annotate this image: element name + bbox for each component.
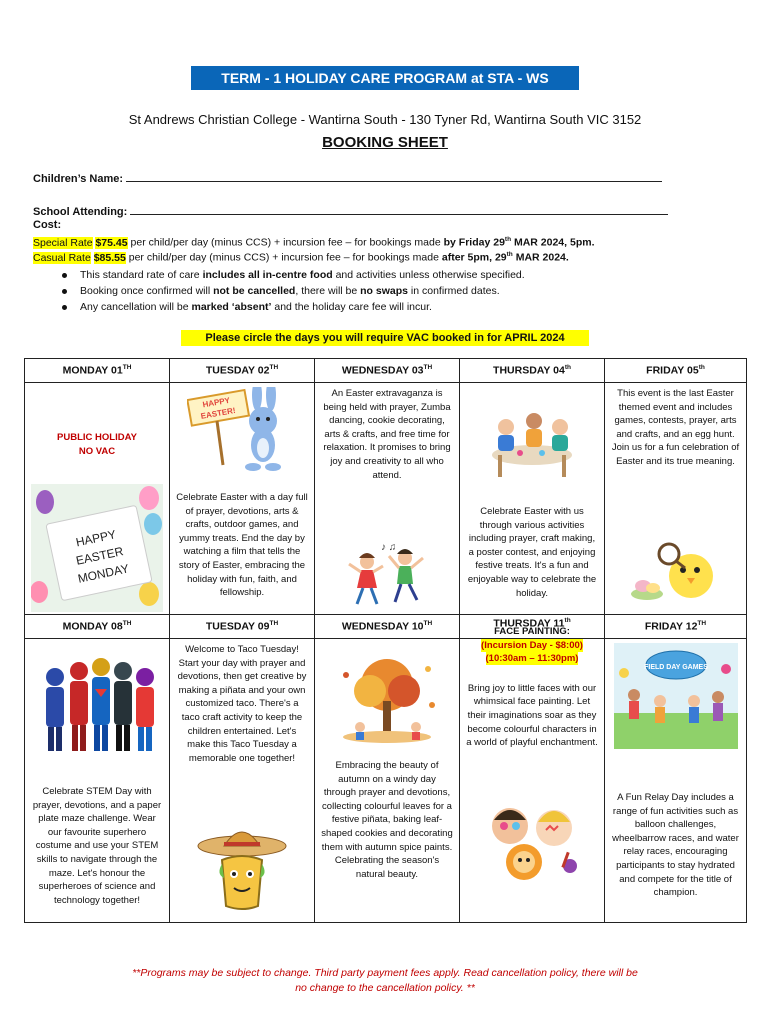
spacer [31,759,163,785]
day-sup: th [698,364,705,372]
special-rate-deadline-end: MAR 2024, 5pm. [511,236,595,249]
school-attending-line[interactable] [130,205,668,215]
kids-crafting-image [482,403,582,483]
day-sup: TH [122,620,132,628]
term-cancellation-text: Any cancellation will be [80,301,192,313]
booking-sheet-heading: BOOKING SHEET [322,134,448,151]
special-rate-text: per child/per day (minus CCS) + incursion fee – for bookings made [127,236,444,249]
day-label: TUESDAY 09 [205,620,270,633]
disclaimer-footer [60,966,710,996]
day-label: WEDNESDAY 10 [341,620,424,633]
day-sup: TH [423,620,433,628]
thursday-11-description: Bring joy to little faces with our whimsical face painting. Let their imaginations soar as they become colourful characters in a world of playful enchantment. [466,682,598,749]
wednesday-03-cell [315,383,460,615]
casual-rate-deadline: after 5pm, 29 [441,251,507,264]
cell-body [460,625,604,908]
college-address: St Andrews Christian College - Wantirna South - 130 Tyner Rd, Wantirna South VIC 3152 [128,112,642,127]
special-rate-sup: th [504,236,512,243]
school-attending-label: School Attending: [33,206,131,218]
incursion-time: (10:30am – 11:30pm) [485,653,579,665]
disclaimer-line1: **Programs may be subject to change. Third party payment fees apply. Read cancellation policy, there will be [132,967,638,979]
wednesday-10-description: Embracing the beauty of autumn on a windy day through prayer and devotions, collecting colourful leaves for a festive piñata, baking leaf-shaped cookies and decorating them with autumn spice paints. Celebrating the season's natural beauty. [321,760,453,880]
casual-rate-text: per child/per day (minus CCS) + incursion fee – for bookings made [125,251,442,264]
term-cancellation [60,299,525,315]
day-sup: TH [697,620,707,628]
day-label: FRIDAY 05 [646,364,699,377]
friday-12-description: A Fun Relay Day includes a range of fun activities such as balloon challenges, wheelbarrow races, and water relay races, encouraging participants to stay hydrated and compete for the title of champion. [612,792,739,899]
tuesday-09-description: Welcome to Taco Tuesday! Start your day with prayer and devotions, then get creative by making a piñata and your own customized taco. There's a taco craft activity to keep the children entertained. Let's make this Taco Tuesday a memorable one together! [177,644,307,764]
cell-body [25,383,169,614]
dancing-kids-image [337,536,437,608]
casual-rate-price: $85.55 [93,251,126,264]
svg-text:MONDAY: MONDAY [76,561,131,586]
day-sup: TH [122,364,132,372]
cell-body [605,383,746,614]
day-label: FRIDAY 12 [644,620,698,633]
day-friday-05[interactable] [605,359,747,383]
friday-05-description: This event is the last Easter themed event and includes games, contests, prayer, arts and crafts, and an egg hunt. Join us for a fun celebration of Easter and its true meaning. [611,388,740,467]
svg-text:HAPPY: HAPPY [74,527,118,550]
day-sup: TH [423,364,433,372]
tuesday-02-description: Celebrate Easter with a day full of prayer, devotions, arts & crafts, outdoor games, and yummy treats. End the day by watching a film that tells the story of Easter, embracing the holiday with fun, faith, and fellowship. [176,492,308,599]
term-food [60,267,525,283]
week2-content-row [25,639,747,923]
day-label: MONDAY 01 [62,364,123,377]
easter-monday-image [31,484,163,612]
svg-text:EASTER!: EASTER! [200,405,237,421]
childrens-name-field[interactable] [33,172,662,185]
term-cancellation-end: and the holiday care fee will incur. [271,301,432,313]
day-tuesday-09[interactable] [170,615,315,639]
casual-rate-deadline-end: MAR 2024. [512,251,569,264]
monday-08-description: Celebrate STEM Day with prayer, devotions, and a paper plate maze challenge. Wear our favourite superhero costume and use your STEM skills to navigate through the maze. Let's honour the superheroes of science and technology together! [32,786,162,906]
cell-body [460,383,604,614]
term-booking-text: Booking once confirmed will [80,285,214,297]
monday-01-cell [25,383,170,615]
day-wednesday-10[interactable] [315,615,460,639]
day-tuesday-02[interactable] [170,359,315,383]
day-wednesday-03[interactable] [315,359,460,383]
autumn-tree-image [332,655,442,745]
casual-rate-sup: th [506,251,513,258]
term-food-text: This standard rate of care [80,269,203,281]
chick-egg-hunt-image [625,536,721,606]
friday-05-cell [605,383,747,615]
cell-body [315,383,459,614]
week1-content-row [25,383,747,615]
day-friday-12[interactable] [605,615,747,639]
term-booking-end: in confirmed dates. [408,285,500,297]
day-sup: TH [269,364,279,372]
day-monday-08[interactable] [25,615,170,639]
cell-body [315,639,459,922]
face-painting-label: FACE PAINTING: [494,626,570,637]
spacer [321,745,453,759]
day-label: TUESDAY 02 [205,364,270,377]
day-label: WEDNESDAY 03 [341,364,424,377]
school-attending-field[interactable] [33,205,668,218]
casual-rate-label: Casual Rate [33,251,91,264]
svg-text:HAPPY: HAPPY [201,395,231,410]
day-thursday-04[interactable] [460,359,605,383]
cell-body [25,639,169,922]
childrens-name-label: Children’s Name: [33,173,127,185]
friday-12-cell [605,639,747,923]
thursday-04-cell [460,383,605,615]
public-holiday-label: PUBLIC HOLIDAY [57,432,137,443]
wednesday-03-description: An Easter extravaganza is being held with prayer, Zumba dancing, cookie decorating, arts & crafts, and free time for relaxation. It promises to bring joy and creativity to all who attend. [323,388,451,481]
day-label: THURSDAY 11 [493,617,565,630]
spacer [466,483,598,505]
term-booking-mid: , there will be [295,285,361,297]
svg-text:♪ ♫: ♪ ♫ [381,542,397,553]
week2-header-row [25,615,747,639]
term-booking [60,283,525,299]
cell-body [170,383,314,614]
field-day-sign-text: FIELD DAY GAMES [643,664,708,671]
face-paint-kids-image [480,802,584,882]
day-sup: th [564,364,571,372]
easter-bunny-image [187,387,297,473]
casual-rate-line [33,251,569,264]
wednesday-10-cell [315,639,460,923]
special-rate-deadline: by Friday 29 [443,236,505,249]
cell-body [170,639,314,922]
special-rate-label: Special Rate [33,236,93,249]
day-monday-01[interactable] [25,359,170,383]
day-label: THURSDAY 04 [493,364,565,377]
spacer [611,749,740,791]
term-booking-bold1: not be cancelled [213,285,296,297]
thursday-04-description: Celebrate Easter with us through various activities including prayer, craft making, a poster contest, and enjoying festive treats. It's a fun and enjoyable way to celebrate the holiday. [467,506,597,599]
field-day-games-image [614,643,738,749]
childrens-name-line[interactable] [126,172,662,182]
day-label: MONDAY 08 [62,620,123,633]
term-cancellation-bold: marked ‘absent’ [191,301,272,313]
spacer [31,387,163,431]
week1-header-row [25,359,747,383]
special-rate-line [33,236,595,249]
special-rate-price: $75.45 [95,236,128,249]
term-food-bold: includes all in-centre food [202,269,333,281]
term-booking-bold2: no swaps [360,285,408,297]
spacer [176,473,308,491]
term-food-end: and activities unless otherwise specified. [332,269,525,281]
svg-text:EASTER: EASTER [74,544,125,568]
superheroes-image [37,649,157,759]
day-sup: TH [269,620,279,628]
cell-body [605,639,746,922]
spacer [466,666,598,682]
circle-days-instruction: Please circle the days you will require VAC booked in for APRIL 2024 [181,330,589,346]
taco-sombrero-image [196,824,288,912]
no-vac-label: NO VAC [78,446,116,457]
terms-list [60,267,525,315]
monday-08-cell [25,639,170,923]
thursday-11-cell [460,626,605,923]
tuesday-09-cell [170,639,315,923]
cost-label: Cost: [33,219,62,231]
day-sup: th [564,617,571,624]
disclaimer-line2: no change to the cancellation policy. ** [295,982,475,994]
program-calendar [24,358,747,923]
program-title: TERM - 1 HOLIDAY CARE PROGRAM at STA - WS [191,66,579,90]
incursion-fee: (Incursion Day - $8:00) [481,639,583,651]
tuesday-02-cell [170,383,315,615]
